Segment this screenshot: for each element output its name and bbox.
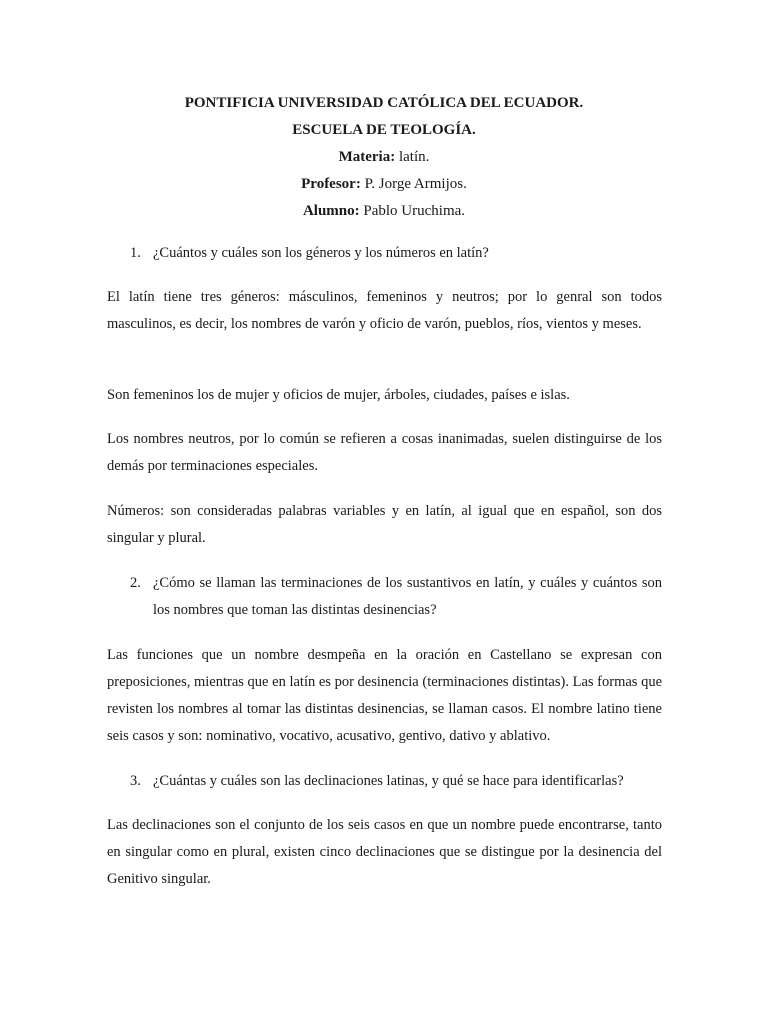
paragraph-cases: Las funciones que un nombre desmpeña en la oración en Castellano se expresan con preposiciones, mientras que en latín es por desinencia (terminaciones distintas). Las formas que revisten los nombres al tomar las distintas desinencias, se llaman casos. El nombre latino tiene seis casos y son: nominativo, vocativo, acusativo, gentivo, dativo y ablativo. xyxy=(107,647,662,744)
student-label: Alumno: xyxy=(302,203,360,219)
question-text: ¿Cómo se llaman las terminaciones de los sustantivos en latín, y cuáles y cuántos son los nombres que toman las distintas desinencias? xyxy=(153,575,662,618)
paragraph-neuter: Los nombres neutros, por lo común se refieren a cosas inanimadas, suelen distinguirse de los demás por terminaciones especiales. xyxy=(107,431,662,474)
question-number: 3. xyxy=(130,773,141,789)
question-2 xyxy=(130,570,662,624)
paragraph-numbers: Números: son consideradas palabras variables y en latín, al igual que en español, son dos singular y plural. xyxy=(107,503,662,546)
university-title: PONTIFICIA UNIVERSIDAD CATÓLICA DEL ECUADOR. xyxy=(184,95,584,111)
professor-line xyxy=(0,171,768,198)
student-line xyxy=(0,198,768,225)
question-number: 1. xyxy=(130,245,141,261)
question-3 xyxy=(130,768,662,795)
student-value: Pablo Uruchima. xyxy=(359,203,466,219)
professor-label: Profesor: xyxy=(301,176,361,192)
professor-value: P. Jorge Armijos. xyxy=(360,176,467,192)
subject-line xyxy=(0,144,768,171)
paragraph-feminine: Son femeninos los de mujer y oficios de mujer, árboles, ciudades, países e islas. xyxy=(107,387,570,403)
paragraph-declensions: Las declinaciones son el conjunto de los seis casos en que un nombre puede encontrarse, tanto en singular como en plural, existen cinco declinaciones que se distingue por la desinencia del Genitivo singular. xyxy=(107,817,662,887)
question-text: ¿Cuántas y cuáles son las declinaciones latinas, y qué se hace para identificarlas? xyxy=(153,773,624,789)
school-title: ESCUELA DE TEOLOGÍA. xyxy=(292,122,476,138)
question-1 xyxy=(130,240,662,267)
question-text: ¿Cuántos y cuáles son los géneros y los números en latín? xyxy=(153,245,489,261)
subject-label: Materia: xyxy=(338,149,396,165)
subject-value: latín. xyxy=(395,149,430,165)
paragraph-genders: El latín tiene tres géneros: másculinos, femeninos y neutros; por lo genral son todos masculinos, es decir, los nombres de varón y oficio de varón, pueblos, ríos, vientos y meses. xyxy=(107,289,662,332)
document-header xyxy=(0,90,768,225)
question-number: 2. xyxy=(130,575,141,591)
